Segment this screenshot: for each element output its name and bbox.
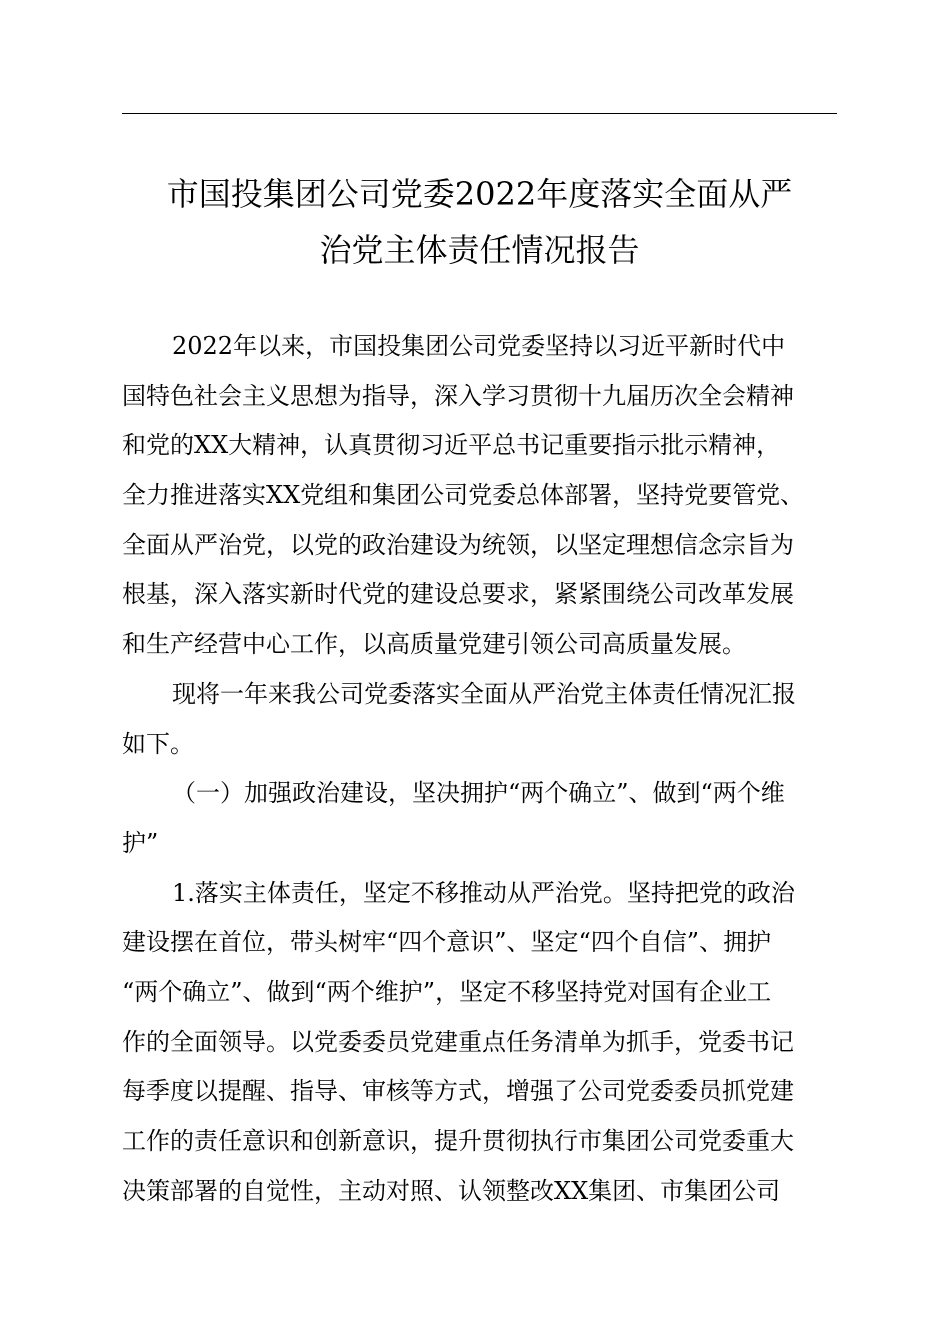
- section-heading-line: 护”: [122, 828, 159, 857]
- header-rule: [122, 113, 837, 114]
- paragraph-intro-line: 全面从严治党，以党的政治建设为统领，以坚定理想信念宗旨为: [122, 530, 794, 559]
- section-heading-line: （一）加强政治建设，坚决拥护“两个确立”、做到“两个维: [172, 779, 785, 808]
- paragraph-intro-line: 国特色社会主义思想为指导，深入学习贯彻十九届历次全会精神: [122, 381, 794, 410]
- paragraph-item-line: 1.落实主体责任，坚定不移推动从严治党。坚持把党的政治: [172, 878, 795, 907]
- document-body: [122, 322, 850, 1216]
- paragraph-item-line: 工作的责任意识和创新意识，提升贯彻执行市集团公司党委重大: [122, 1127, 794, 1155]
- paragraph-item-line: “两个确立”、做到“两个维护”，坚定不移坚持党对国有企业工: [122, 977, 772, 1006]
- title-line: 治党主体责任情况报告: [319, 231, 640, 269]
- paragraph-intro-line: 和生产经营中心工作，以高质量党建引领公司高质量发展。: [122, 630, 746, 659]
- paragraph-item-line: 决策部署的自觉性，主动对照、认领整改XX集团、市集团公司: [122, 1176, 781, 1205]
- paragraph-intro-line: 全力推进落实XX党组和集团公司党委总体部署，坚持党要管党、: [122, 481, 805, 510]
- paragraph-intro-line: 根基，深入落实新时代党的建设总要求，紧紧围绕公司改革发展: [122, 580, 794, 609]
- paragraph-intro-line: 和党的XX大精神，认真贯彻习近平总书记重要指示批示精神，: [122, 431, 781, 460]
- paragraph-item-line: 建设摆在首位，带头树牢“四个意识”、坚定“四个自信”、拥护: [122, 928, 772, 957]
- paragraph-report-line: 现将一年来我公司党委落实全面从严治党主体责任情况汇报: [172, 679, 796, 708]
- paragraph-item-line: 作的全面领导。以党委委员党建重点任务清单为抓手，党委书记: [122, 1027, 794, 1056]
- paragraph-report-line: 如下。: [122, 729, 194, 758]
- paragraph-intro-line: 2022年以来，市国投集团公司党委坚持以习近平新时代中: [172, 332, 786, 360]
- title-line: 市国投集团公司党委2022年度落实全面从严: [166, 175, 793, 213]
- paragraph-item-line: 每季度以提醒、指导、审核等方式，增强了公司党委委员抓党建: [122, 1077, 794, 1106]
- document-title: [122, 166, 837, 278]
